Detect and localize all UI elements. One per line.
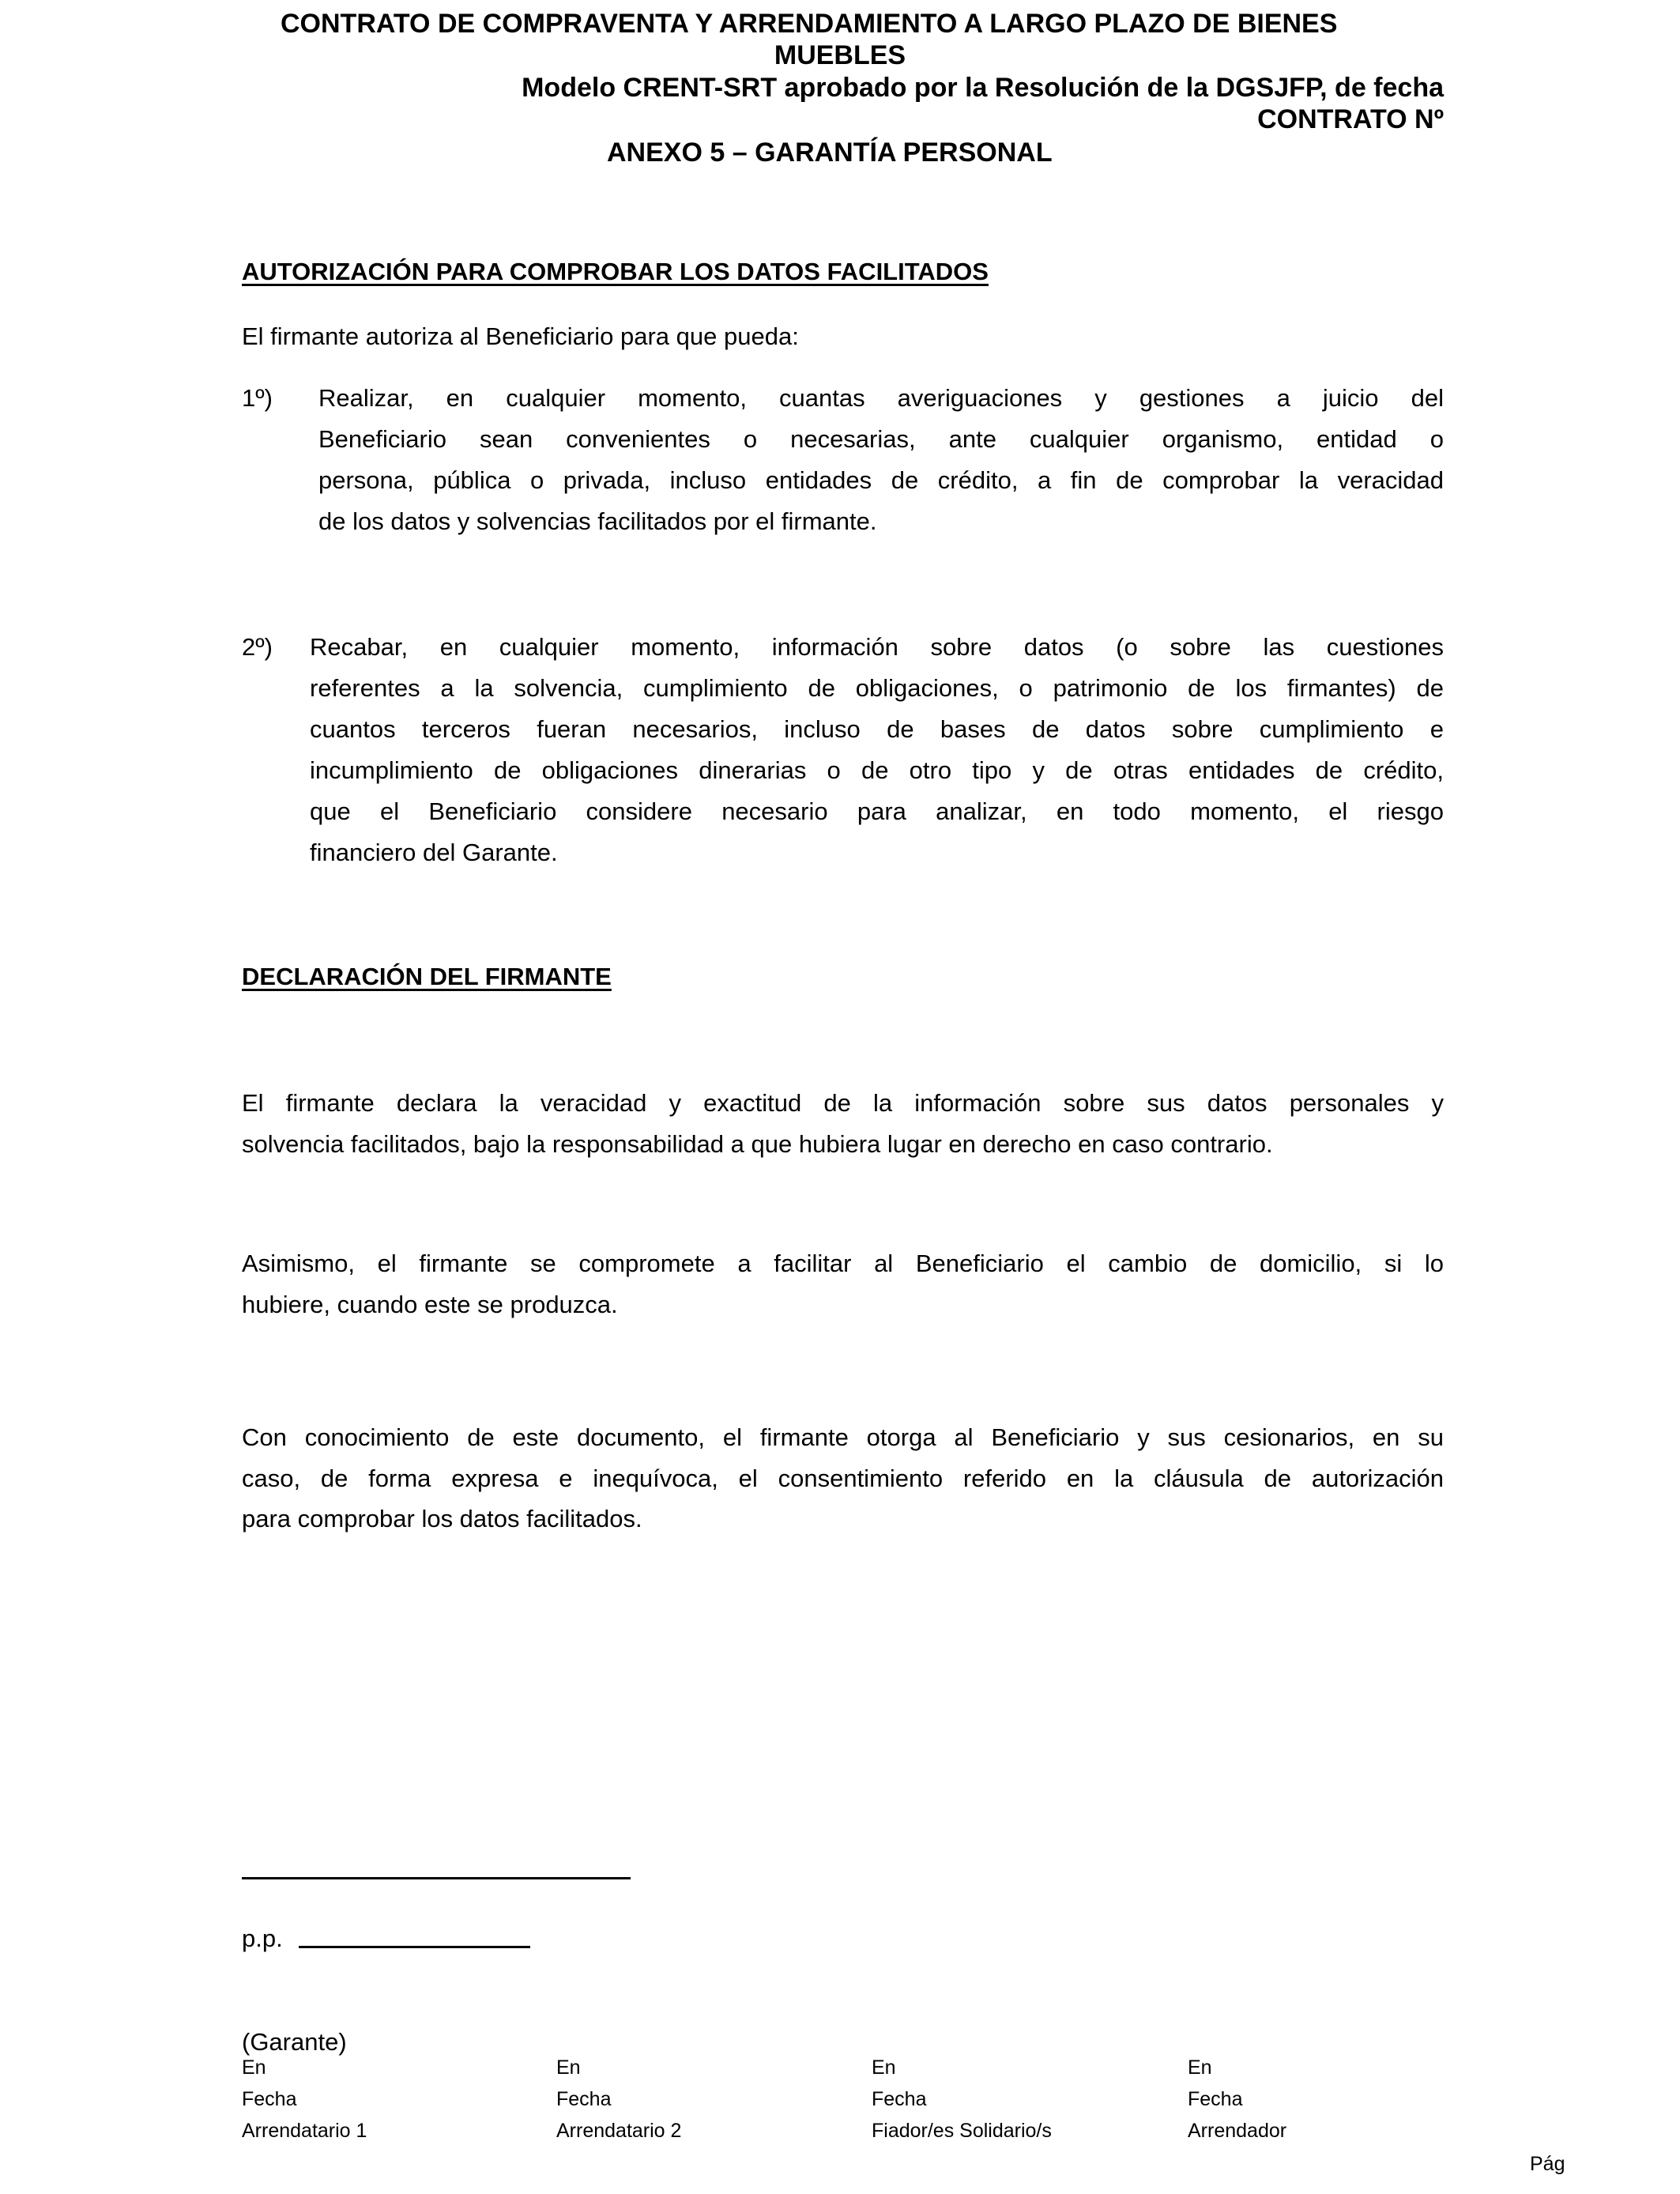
item-1-line: Beneficiario sean convenientes o necesarias, ante cualquier organismo, entidad o <box>318 425 1444 453</box>
footer-place: En <box>242 2056 266 2079</box>
item-1-line: persona, pública o privada, incluso entidades de crédito, a fin de comprobar la veracidad <box>318 466 1444 494</box>
document-title-line1: CONTRATO DE COMPRAVENTA Y ARRENDAMIENTO A LARGO PLAZO DE BIENES <box>281 9 1338 39</box>
declaration-paragraph-2-line: hubiere, cuando este se produzca. <box>242 1291 618 1318</box>
item-2-line: que el Beneficiario considere necesario para analizar, en todo momento, el riesgo <box>310 797 1444 825</box>
footer-date: Fecha <box>242 2088 297 2110</box>
declaration-paragraph-3-line: para comprobar los datos facilitados. <box>242 1505 642 1532</box>
page-number-label: Pág <box>1530 2153 1565 2175</box>
item-2-line: cuantos terceros fueran necesarios, incluso de bases de datos sobre cumplimiento e <box>310 715 1444 743</box>
annex-title: ANEXO 5 – GARANTÍA PERSONAL <box>607 138 1053 168</box>
item-1-line: Realizar, en cualquier momento, cuantas averiguaciones y gestiones a juicio del <box>318 384 1444 412</box>
footer-party: Arrendatario 1 <box>242 2120 367 2142</box>
contract-number-label: CONTRATO Nº <box>1257 104 1444 134</box>
document-title-line2: MUEBLES <box>774 40 906 70</box>
footer-date: Fecha <box>872 2088 927 2110</box>
section-heading-declaration: DECLARACIÓN DEL FIRMANTE <box>242 963 612 990</box>
model-approval-line: Modelo CRENT-SRT aprobado por la Resolución de la DGSJFP, de fecha <box>522 73 1444 103</box>
authorization-intro: El firmante autoriza al Beneficiario para que pueda: <box>242 322 799 350</box>
declaration-paragraph-3-line: caso, de forma expresa e inequívoca, el consentimiento referido en la cláusula de autorización <box>242 1465 1444 1492</box>
footer-place: En <box>872 2056 896 2079</box>
declaration-paragraph-1-line: El firmante declara la veracidad y exactitud de la información sobre sus datos personales y <box>242 1089 1444 1117</box>
signature-line <box>242 1877 631 1879</box>
pp-label: p.p. <box>242 1924 283 1952</box>
footer-date: Fecha <box>556 2088 612 2110</box>
item-1-line: de los datos y solvencias facilitados por el firmante. <box>318 507 877 535</box>
section-heading-authorization: AUTORIZACIÓN PARA COMPROBAR LOS DATOS FACILITADOS <box>242 258 989 285</box>
guarantor-role-label: (Garante) <box>242 2028 347 2056</box>
item-number-2: 2º) <box>242 633 273 661</box>
footer-party: Fiador/es Solidario/s <box>872 2120 1052 2142</box>
item-2-line: financiero del Garante. <box>310 839 558 866</box>
item-2-line: incumplimiento de obligaciones dinerarias o de otro tipo y de otras entidades de crédito, <box>310 756 1444 784</box>
footer-party: Arrendador <box>1188 2120 1287 2142</box>
footer-date: Fecha <box>1188 2088 1243 2110</box>
item-2-line: Recabar, en cualquier momento, información sobre datos (o sobre las cuestiones <box>310 633 1444 661</box>
item-2-line: referentes a la solvencia, cumplimiento de obligaciones, o patrimonio de los firmantes) de <box>310 674 1444 702</box>
pp-signature-line <box>299 1946 530 1948</box>
footer-party: Arrendatario 2 <box>556 2120 682 2142</box>
declaration-paragraph-2-line: Asimismo, el firmante se compromete a facilitar al Beneficiario el cambio de domicilio, si lo <box>242 1250 1444 1277</box>
footer-place: En <box>1188 2056 1212 2079</box>
item-number-1: 1º) <box>242 384 273 412</box>
footer-place: En <box>556 2056 581 2079</box>
declaration-paragraph-3-line: Con conocimiento de este documento, el firmante otorga al Beneficiario y sus cesionarios, en su <box>242 1423 1444 1451</box>
declaration-paragraph-1-line: solvencia facilitados, bajo la responsabilidad a que hubiera lugar en derecho en caso contrario. <box>242 1130 1273 1158</box>
